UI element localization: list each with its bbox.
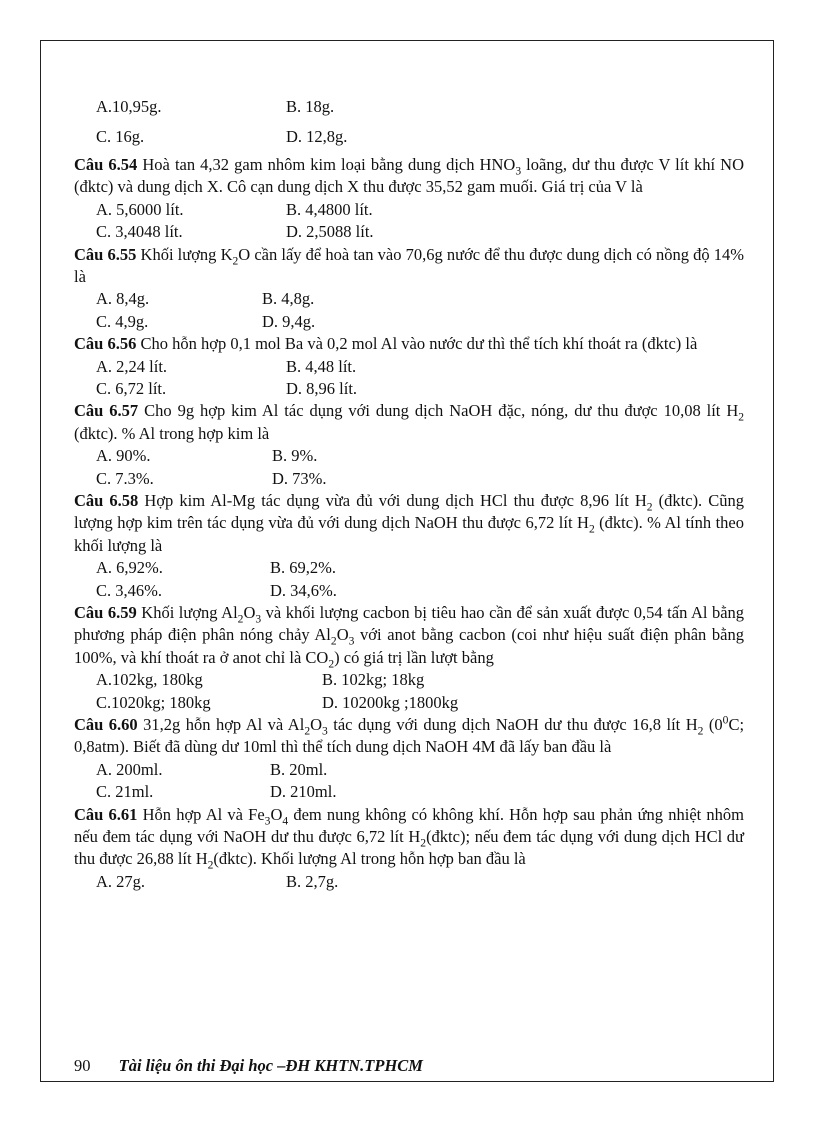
- question-text: Câu 6.55 Khối lượng $K_2O$ cần lấy để hoà tan vào 70,6g nước để thu được dung dịch có nồng độ 14% là: [74, 244, 745, 286]
- question-text: Câu 6.58 Hợp kim Al-Mg tác dụng vừa đủ với dung dịch HCl thu được 8,96 lít $H_2$ (đktc). Cũng lượng hợp kim trên tác dụng vừa đủ với dung dịch NaOH thu được 6,72 lít $H_2$ (đktc). % Al tính theo khối lượng là: [74, 490, 745, 555]
- option-b: B. 2,7g.: [286, 871, 339, 891]
- option-a: A. 6,92%.: [96, 558, 163, 578]
- question-text: Câu 6.61 Hỗn hợp Al và $Fe_3O_4$ đem nung không có không khí. Hỗn hợp sau phản ứng nhiệt nhôm nếu đem tác dụng với NaOH dư thu được 6,72 lít $H_2(đktc)$; nếu đem tác dụng với dung dịch HCl dư thu được 26,88 lít $H_2(đktc)$. Khối lượng Al trong hỗn hợp ban đầu là: [74, 804, 745, 872]
- option-a: A.10,95g.: [96, 96, 162, 116]
- options-row: [96, 311, 744, 333]
- question-6-57: [74, 400, 744, 490]
- option-c: C. 6,72 lít.: [96, 378, 167, 398]
- question-6-54: [74, 154, 744, 244]
- question-number: Câu 6.57: [74, 401, 139, 421]
- option-d: D. 2,5088 lít.: [286, 222, 374, 242]
- option-c: C.1020kg; 180kg: [96, 692, 211, 712]
- option-b: B. 4,48 lít.: [286, 356, 357, 376]
- question-number: Câu 6.54: [74, 155, 138, 174]
- option-b: B. 20ml.: [270, 759, 328, 779]
- options-row: [96, 122, 744, 152]
- options-row: [96, 445, 744, 467]
- options-row: [96, 580, 744, 602]
- options-row: [96, 288, 744, 310]
- question-number: Câu 6.56: [74, 334, 137, 354]
- option-d: D. 10200kg ;1800kg: [322, 692, 459, 712]
- options-row: [96, 199, 744, 221]
- option-d: D. 9,4g.: [262, 311, 316, 331]
- option-c: C. 7.3%.: [96, 468, 154, 488]
- footer-title: Tài liệu ôn thi Đại học –ĐH KHTN.TPHCM: [118, 1056, 423, 1075]
- options-row: [96, 468, 744, 490]
- page-content: [74, 92, 744, 893]
- page-footer: [74, 1056, 423, 1076]
- options-row: [96, 92, 744, 122]
- question-number: Câu 6.55: [74, 244, 137, 264]
- question-text: Câu 6.56 Cho hỗn hợp 0,1 mol Ba và 0,2 mol Al vào nước dư thì thể tích khí thoát ra (đktc) là: [74, 334, 698, 354]
- option-a: A. 5,6000 lít.: [96, 199, 184, 219]
- question-text: Câu 6.57 Cho 9g hợp kim Al tác dụng với dung dịch NaOH đặc, nóng, dư thu được 10,08 lít $H_2$ (đktc). % Al trong hợp kim là: [74, 401, 745, 443]
- option-a: A. 27g.: [96, 871, 146, 891]
- option-a: A. 90%.: [96, 446, 151, 466]
- question-number: Câu 6.58: [74, 490, 139, 510]
- question-6-60: [74, 714, 744, 804]
- options-row: [96, 378, 744, 400]
- options-row: [96, 356, 744, 378]
- question-text: Câu 6.54 Hoà tan 4,32 gam nhôm kim loại bằng dung dịch $HNO_3$ loãng, dư thu được V lít khí NO (đktc) và dung dịch X. Cô cạn dung dịch X thu được 35,52 gam muối. Giá trị của V là: [74, 155, 745, 197]
- option-b: B. 102kg; 18kg: [322, 670, 425, 690]
- option-b: B. 4,8g.: [262, 289, 315, 309]
- option-b: B. 69,2%.: [270, 558, 336, 578]
- options-row: [96, 669, 744, 691]
- option-c: C. 3,46%.: [96, 580, 162, 600]
- options-row: [96, 781, 744, 803]
- options-row: [96, 692, 744, 714]
- option-d: D. 73%.: [272, 468, 327, 488]
- option-c: C. 16g.: [96, 126, 145, 146]
- option-b: B. 18g.: [286, 96, 335, 116]
- option-d: D. 8,96 lít.: [286, 378, 358, 398]
- question-6-58: [74, 490, 744, 602]
- options-row: [96, 871, 744, 893]
- question-6-61: [74, 804, 744, 894]
- option-c: C. 4,9g.: [96, 311, 149, 331]
- question-number: Câu 6.61: [74, 804, 138, 824]
- options-row: [96, 221, 744, 243]
- option-a: A. 2,24 lít.: [96, 356, 168, 376]
- question-text: Câu 6.59 Khối lượng $Al_2O_3$ và khối lượng cacbon bị tiêu hao cần để sản xuất được 0,54 tấn Al bằng phương pháp điện phân nóng chảy $Al_2O_3$ với anot bằng cacbon (coi như hiệu suất điện phân bằng 100%, và khí thoát ra ở anot chỉ là $CO_2$) có giá trị lần lượt bằng: [74, 602, 745, 671]
- question-number: Câu 6.60: [74, 714, 138, 734]
- question-text: Câu 6.60 31,2g hỗn hợp Al và $Al_2O_3$ tác dụng với dung dịch NaOH dư thu được 16,8 lít $H_2$ ($0^0C$; 0,8atm). Biết đã dùng dư 10ml thì thể tích dung dịch NaOH 4M đã lấy ban đầu là: [74, 714, 745, 757]
- option-d: D. 34,6%.: [270, 580, 337, 600]
- option-d: D. 12,8g.: [286, 126, 348, 146]
- option-a: A.102kg, 180kg: [96, 670, 203, 690]
- options-row: [96, 557, 744, 579]
- question-number: Câu 6.59: [74, 602, 137, 622]
- question-6-55: [74, 244, 744, 334]
- page-number: 90: [74, 1056, 91, 1075]
- option-a: A. 8,4g.: [96, 289, 150, 309]
- option-a: A. 200ml.: [96, 759, 163, 779]
- question-6-56: [74, 333, 744, 400]
- option-b: B. 4,4800 lít.: [286, 199, 373, 219]
- option-c: C. 3,4048 lít.: [96, 222, 183, 242]
- question-6-59: [74, 602, 744, 714]
- options-row: [96, 759, 744, 781]
- option-c: C. 21ml.: [96, 782, 154, 802]
- option-d: D. 210ml.: [270, 782, 337, 802]
- option-b: B. 9%.: [272, 446, 318, 466]
